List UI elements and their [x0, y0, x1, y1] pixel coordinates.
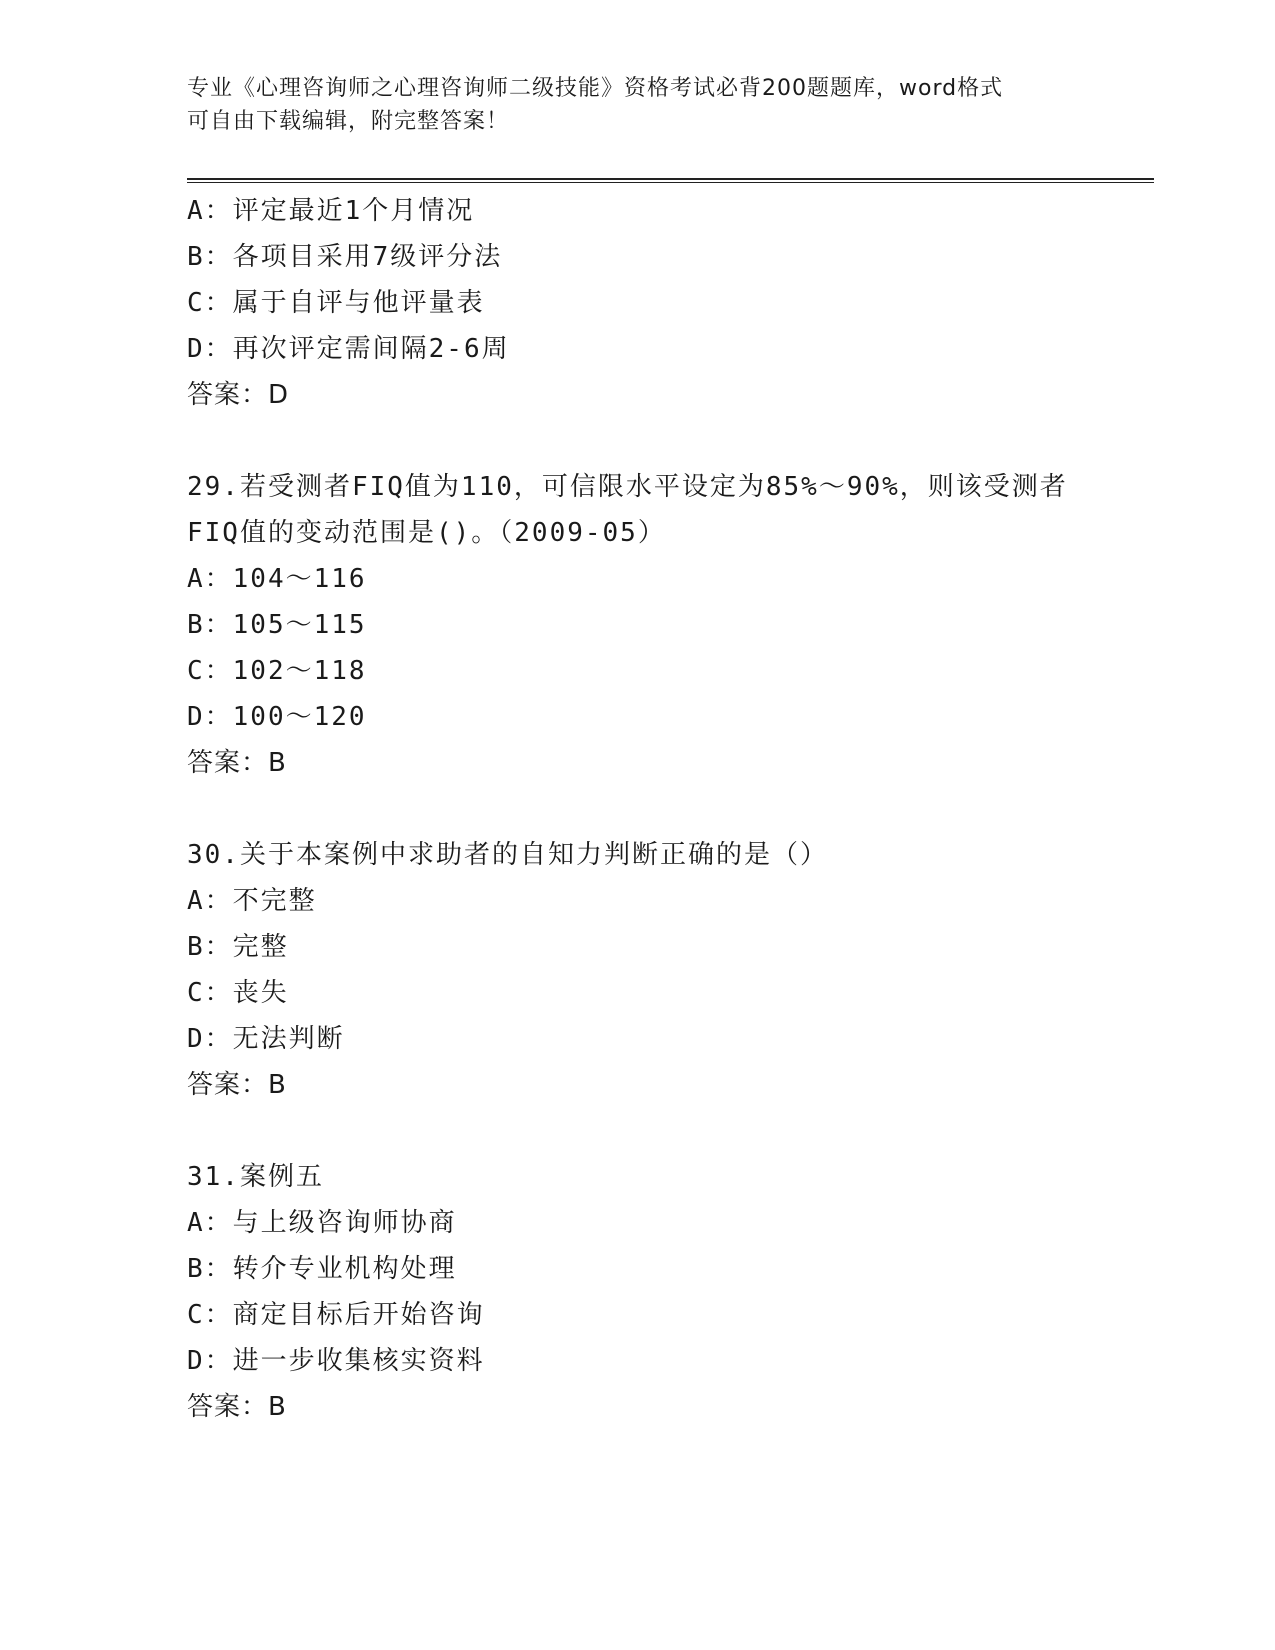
option-a: A：104～116	[187, 564, 367, 594]
question-stem: 31.案例五	[187, 1162, 324, 1192]
option-c: C：商定目标后开始咨询	[187, 1300, 485, 1330]
header-title-line-2: 可自由下载编辑，附完整答案！	[187, 109, 510, 134]
option-a: A：与上级咨询师协商	[187, 1208, 457, 1238]
option-d: D：无法判断	[187, 1024, 345, 1054]
answer-label: 答案：B	[187, 1070, 287, 1100]
option-a: A：评定最近1个月情况	[187, 196, 475, 226]
option-c: C：属于自评与他评量表	[187, 288, 485, 318]
option-c: C：102～118	[187, 656, 367, 686]
answer-label: 答案：D	[187, 380, 290, 410]
question-31	[187, 1154, 1147, 1430]
option-b: B：105～115	[187, 610, 367, 640]
question-list	[187, 188, 1147, 1430]
question-28	[187, 188, 1147, 418]
option-d: D：进一步收集核实资料	[187, 1346, 485, 1376]
answer-label: 答案：B	[187, 1392, 287, 1422]
question-30	[187, 832, 1147, 1108]
question-29	[187, 464, 1147, 786]
header-divider	[187, 178, 1154, 183]
option-b: B：各项目采用7级评分法	[187, 242, 503, 272]
question-stem: 30.关于本案例中求助者的自知力判断正确的是（）	[187, 840, 828, 870]
option-c: C：丧失	[187, 978, 289, 1008]
header-title-line-1: 专业《心理咨询师之心理咨询师二级技能》资格考试必背200题题库，word格式	[187, 76, 1004, 101]
option-b: B：转介专业机构处理	[187, 1254, 457, 1284]
page-header	[187, 72, 1067, 138]
answer-label: 答案：B	[187, 748, 287, 778]
question-stem-continued: FIQ值的变动范围是()。（2009-05）	[187, 518, 666, 548]
option-b: B：完整	[187, 932, 289, 962]
option-d: D：100～120	[187, 702, 367, 732]
option-d: D：再次评定需间隔2-6周	[187, 334, 510, 364]
question-stem: 29.若受测者FIQ值为110，可信限水平设定为85%～90%，则该受测者	[187, 472, 1068, 502]
option-a: A：不完整	[187, 886, 317, 916]
